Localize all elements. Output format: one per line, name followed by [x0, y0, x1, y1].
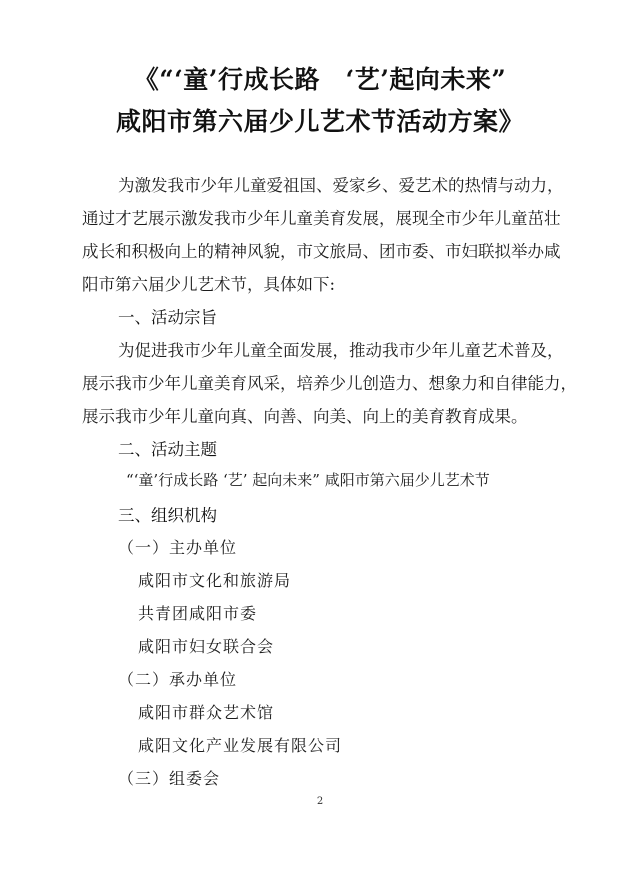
organizer-unit: 咸阳文化产业发展有限公司	[138, 736, 343, 755]
section-1-heading: 一、活动宗旨	[118, 308, 217, 327]
section-1-line-2: 展示我市少年儿童美育风采，培养少儿创造力、想象力和自律能力，	[82, 374, 577, 393]
section-2-theme: “‘童’行成长路 ‘艺’ 起向未来” 咸阳市第六届少儿艺术节	[126, 471, 490, 489]
intro-line-3: 成长和积极向上的精神风貌，市文旅局、团市委、市妇联拟举办咸	[82, 242, 561, 261]
organizer-units-heading: （二）承办单位	[118, 670, 238, 689]
section-1-line-1: 为促进我市少年儿童全面发展，推动我市少年儿童艺术普及，	[118, 341, 564, 360]
page-number: 2	[316, 796, 324, 807]
intro-line-1: 为激发我市少年儿童爱祖国、爱家乡、爱艺术的热情与动力，	[118, 176, 564, 195]
host-unit: 共青团咸阳市委	[138, 604, 258, 623]
section-2-heading: 二、活动主题	[118, 440, 217, 459]
host-unit: 咸阳市妇女联合会	[138, 637, 275, 656]
committee-heading: （三）组委会	[118, 769, 221, 788]
host-unit: 咸阳市文化和旅游局	[138, 571, 292, 590]
organizer-unit: 咸阳市群众艺术馆	[138, 703, 275, 722]
intro-line-4: 阳市第六届少儿艺术节，具体如下:	[82, 275, 336, 294]
section-3-heading: 三、组织机构	[118, 506, 217, 525]
document-title-line-1: 《“‘童’行成长路 ‘艺’起向未来”	[133, 65, 507, 94]
host-units-heading: （一）主办单位	[118, 538, 238, 557]
document-title-line-2: 咸阳市第六届少儿艺术节活动方案》	[115, 107, 524, 136]
section-1-line-3: 展示我市少年儿童向真、向善、向美、向上的美育教育成果。	[82, 407, 528, 426]
intro-line-2: 通过才艺展示激发我市少年儿童美育发展，展现全市少年儿童茁壮	[82, 209, 561, 228]
